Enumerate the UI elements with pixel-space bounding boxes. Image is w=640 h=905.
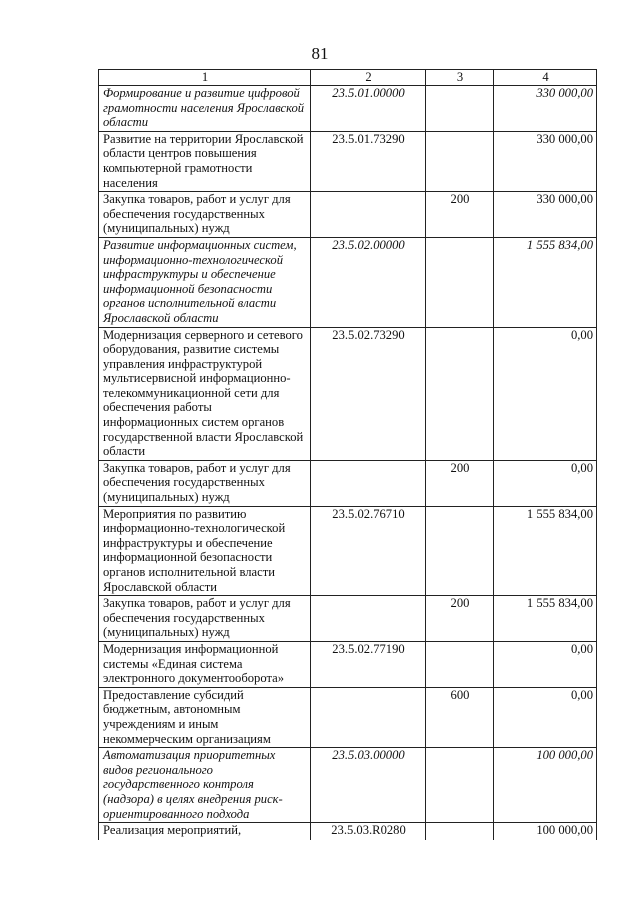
row-expense-type [426,823,494,840]
row-name: Закупка товаров, работ и услуг для обеспечения государственных (муниципальных) нужд [99,596,311,642]
row-amount: 0,00 [494,687,597,747]
row-code [311,460,426,506]
row-code: 23.5.02.73290 [311,327,426,460]
row-amount: 1 555 834,00 [494,237,597,327]
table-row [99,460,597,506]
row-name: Развитие информационных систем, информационно-технологической инфраструктуры и обеспечение информационной безопасности органов исполнительной власти Ярославской области [99,237,311,327]
row-name: Формирование и развитие цифровой грамотности населения Ярославской области [99,86,311,132]
row-code [311,596,426,642]
row-name: Закупка товаров, работ и услуг для обеспечения государственных (муниципальных) нужд [99,192,311,238]
row-amount: 0,00 [494,641,597,687]
column-header-amount: 4 [494,70,597,86]
row-name: Мероприятия по развитию информационно-технологической инфраструктуры и обеспечение информационной безопасности органов исполнительной власти Ярославской области [99,506,311,596]
row-amount: 100 000,00 [494,748,597,823]
row-amount: 1 555 834,00 [494,596,597,642]
table-row [99,237,597,327]
row-amount: 0,00 [494,327,597,460]
row-expense-type: 200 [426,460,494,506]
column-header-code: 2 [311,70,426,86]
row-amount: 100 000,00 [494,823,597,840]
row-code: 23.5.02.77190 [311,641,426,687]
row-name: Модернизация серверного и сетевого оборудования, развитие системы управления инфраструктурой мультисервисной информационно-телекоммуникационной сети для обеспечения работы информационных систем органов государственной власти Ярославской области [99,327,311,460]
row-name: Развитие на территории Ярославской области центров повышения компьютерной грамотности населения [99,131,311,191]
row-expense-type [426,237,494,327]
row-expense-type [426,131,494,191]
row-expense-type [426,748,494,823]
row-name: Модернизация информационной системы «Единая система электронного документооборота» [99,641,311,687]
table-row [99,823,597,840]
row-name: Автоматизация приоритетных видов регионального государственного контроля (надзора) в целях внедрения риск-ориентированного подхода [99,748,311,823]
row-code: 23.5.03.00000 [311,748,426,823]
table-row [99,506,597,596]
row-code: 23.5.01.73290 [311,131,426,191]
row-code: 23.5.02.00000 [311,237,426,327]
row-name: Реализация мероприятий, [99,823,311,840]
table-row [99,131,597,191]
page-number: 81 [311,44,329,63]
row-code [311,192,426,238]
row-expense-type [426,327,494,460]
table-row [99,192,597,238]
row-amount: 330 000,00 [494,192,597,238]
row-amount: 330 000,00 [494,86,597,132]
row-code: 23.5.02.76710 [311,506,426,596]
row-expense-type [426,641,494,687]
table-header-row [99,70,597,86]
row-expense-type: 600 [426,687,494,747]
table-row [99,86,597,132]
table-row [99,748,597,823]
row-expense-type [426,506,494,596]
row-amount: 0,00 [494,460,597,506]
row-code [311,687,426,747]
table-row [99,327,597,460]
column-header-expense-type: 3 [426,70,494,86]
table-row [99,641,597,687]
row-expense-type: 200 [426,192,494,238]
budget-table [98,69,597,840]
row-expense-type: 200 [426,596,494,642]
table-row [99,687,597,747]
column-header-name: 1 [99,70,311,86]
table-row [99,596,597,642]
row-expense-type [426,86,494,132]
row-name: Закупка товаров, работ и услуг для обеспечения государственных (муниципальных) нужд [99,460,311,506]
row-amount: 330 000,00 [494,131,597,191]
row-code: 23.5.03.R0280 [311,823,426,840]
row-name: Предоставление субсидий бюджетным, автономным учреждениям и иным некоммерческим организациям [99,687,311,747]
row-code: 23.5.01.00000 [311,86,426,132]
row-amount: 1 555 834,00 [494,506,597,596]
